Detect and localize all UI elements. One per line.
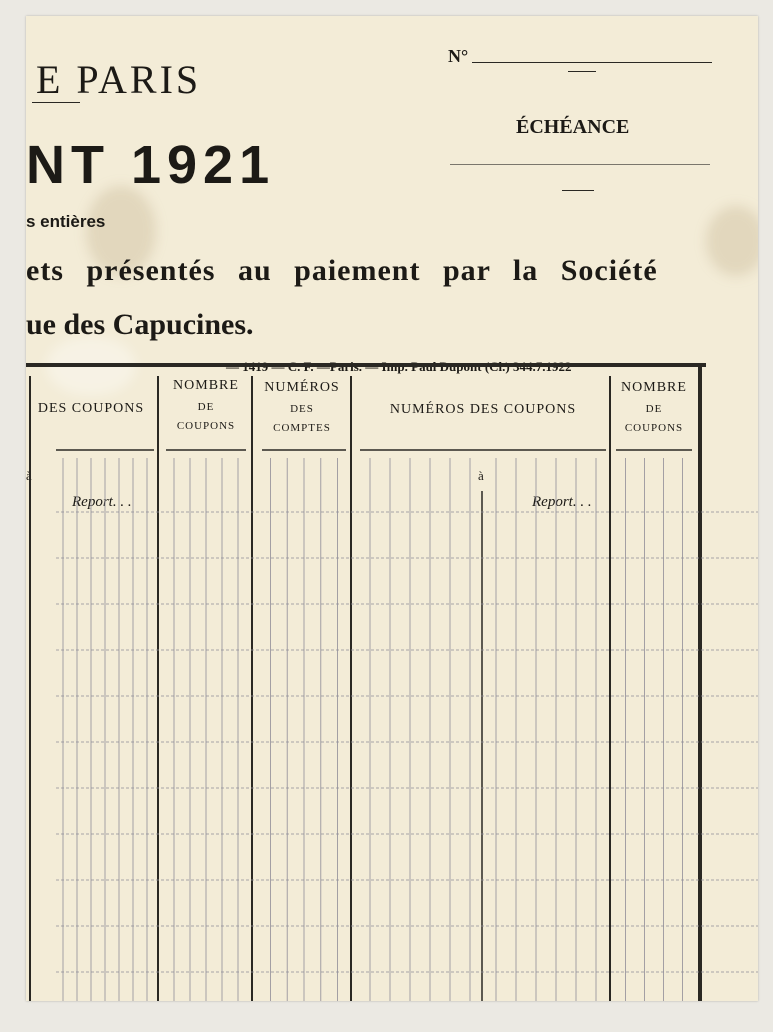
header-line-1: ets présentés au paiement par la Société xyxy=(26,254,658,287)
header-subtitle: s entières xyxy=(26,212,106,231)
ledger-grid xyxy=(26,16,758,1001)
col-header-numeros-comptes: NUMÉROS DES COMPTES xyxy=(264,380,340,434)
col-header-coupons: DES COUPONS xyxy=(37,401,145,416)
col-header-numeros-coupons: NUMÉROS DES COUPONS xyxy=(389,402,577,417)
col-header-nombre-1: NOMBRE DE COUPONS xyxy=(173,378,239,432)
document-sheet xyxy=(26,16,758,1001)
a-mark-left: à xyxy=(26,468,32,483)
header-paris: E PARIS xyxy=(36,57,202,102)
col-header-nombre-2: NOMBRE DE COUPONS xyxy=(621,380,687,434)
report-right: Report. . . xyxy=(532,494,592,510)
header-year: NT 1921 xyxy=(26,135,276,195)
number-label: N° xyxy=(448,46,469,66)
echeance-label: ÉCHÉANCE xyxy=(516,116,630,138)
a-mark-right: à xyxy=(478,468,484,483)
header-line-2: ue des Capucines. xyxy=(26,308,254,341)
report-left: Report. . . xyxy=(72,494,132,510)
